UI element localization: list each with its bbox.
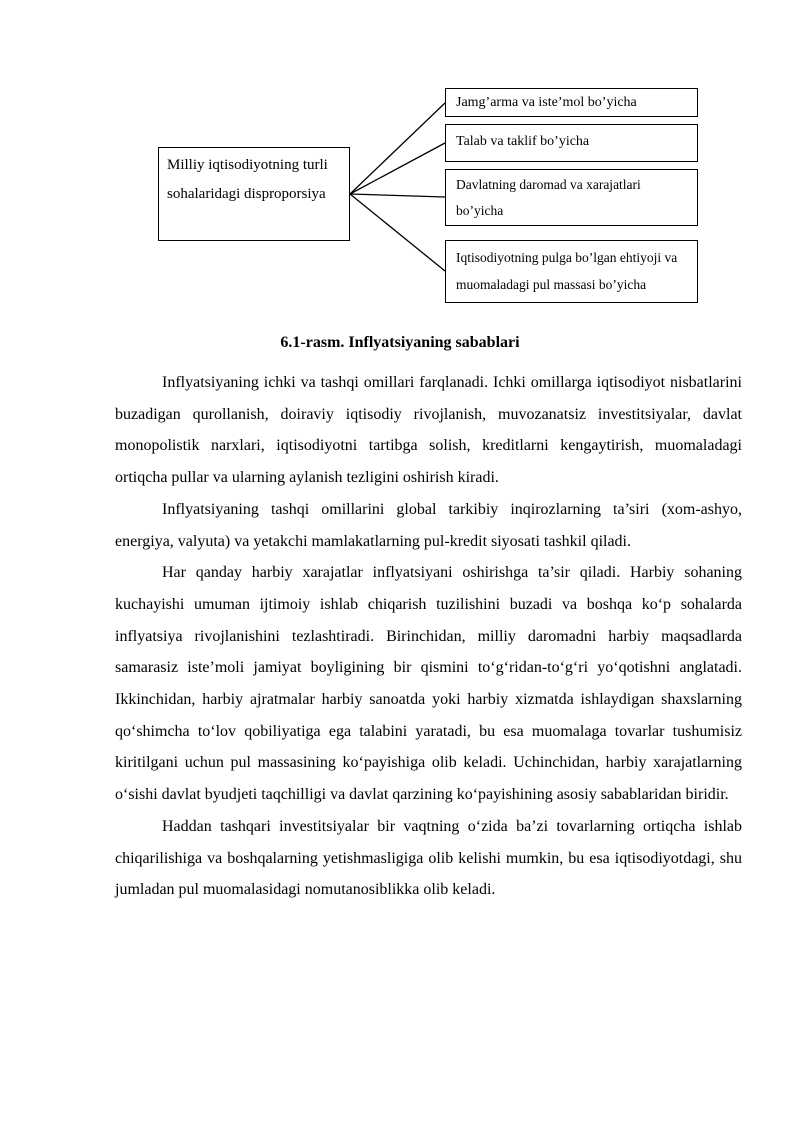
connector-line-1 bbox=[350, 103, 445, 194]
connector-line-4 bbox=[350, 194, 445, 271]
figure-caption: 6.1-rasm. Inflyatsiyaning sabablari bbox=[280, 334, 520, 351]
target-box-state-budget: Davlatning daromad va xarajatlari bo’yicha bbox=[445, 169, 698, 226]
paragraph: Inflyatsiyaning tashqi omillarini global tarkibiy inqirozlarning ta’siri (xom-ashyo, energiya, valyuta) va yetakchi mamlakatlarning pul-kredit siyosati tashkil qiladi. bbox=[115, 500, 742, 550]
connector-line-3 bbox=[350, 194, 445, 197]
paragraph: Har qanday harbiy xarajatlar inflyatsiyani oshirishga ta’sir qiladi. Harbiy sohaning kuchayishi umuman ijtimoiy ishlab chiqarish tuzilishini buzadi va boshqa ko‘p sohalarda inflyatsiya rivojlanishini tezlashtiradi. Birinchidan, milliy daromadni harbiy maqsadlarda samarasiz iste’moli jamiyat boyligining bir qismini to‘g‘ridan-to‘g‘ri yo‘qotishni anglatadi. Ikkinchidan, harbiy ajratmalar harbiy sanoatda yoki harbiy xizmatda ishlaydigan shaxslarning qo‘shimcha to‘lov qobiliyatiga ega talabini yaratadi, bu esa muomalaga tovarlar tushumisiz kiritilgani uchun pul massasining ko‘payishiga olib keladi. Uchinchidan, harbiy xarajatlarning o‘sishi davlat byudjeti taqchilligi va davlat qarzining ko‘payishining asosiy sabablaridan biridir. bbox=[115, 564, 742, 804]
paragraph: Haddan tashqari investitsiyalar bir vaqtning o‘zida ba’zi tovarlarning ortiqcha ishlab chiqarilishiga va boshqalarning yetishmasligiga olib kelishi mumkin, bu esa iqtisodiyotdagi, shu jumladan pul muomalasidagi nomutanosiblikka olib keladi. bbox=[115, 817, 742, 899]
paragraph: Inflyatsiyaning ichki va tashqi omillari farqlanadi. Ichki omillarga iqtisodiyot nisbatlarini buzadigan qurollanish, doiraviy iqtisodiy rivojlanish, muvozanatsiz investitsiyalar, davlat monopolistik narxlari, iqtisodiyotni tartibga solish, kreditlarni kengaytirish, muomaladagi ortiqcha pullar va ularning aylanish tezligini oshirish kiradi. bbox=[115, 374, 742, 487]
target-box-money-demand: Iqtisodiyotning pulga bo’lgan ehtiyoji va muomaladagi pul massasi bo’yicha bbox=[445, 240, 698, 303]
source-box: Milliy iqtisodiyotning turli sohalaridagi disproporsiya bbox=[158, 147, 350, 241]
causes-diagram bbox=[0, 0, 800, 320]
connector-line-2 bbox=[350, 143, 445, 194]
target-box-supply-demand: Talab va taklif bo’yicha bbox=[445, 124, 698, 162]
target-box-savings-consumption: Jamg’arma va iste’mol bo’yicha bbox=[445, 88, 698, 117]
body-text bbox=[115, 367, 742, 906]
